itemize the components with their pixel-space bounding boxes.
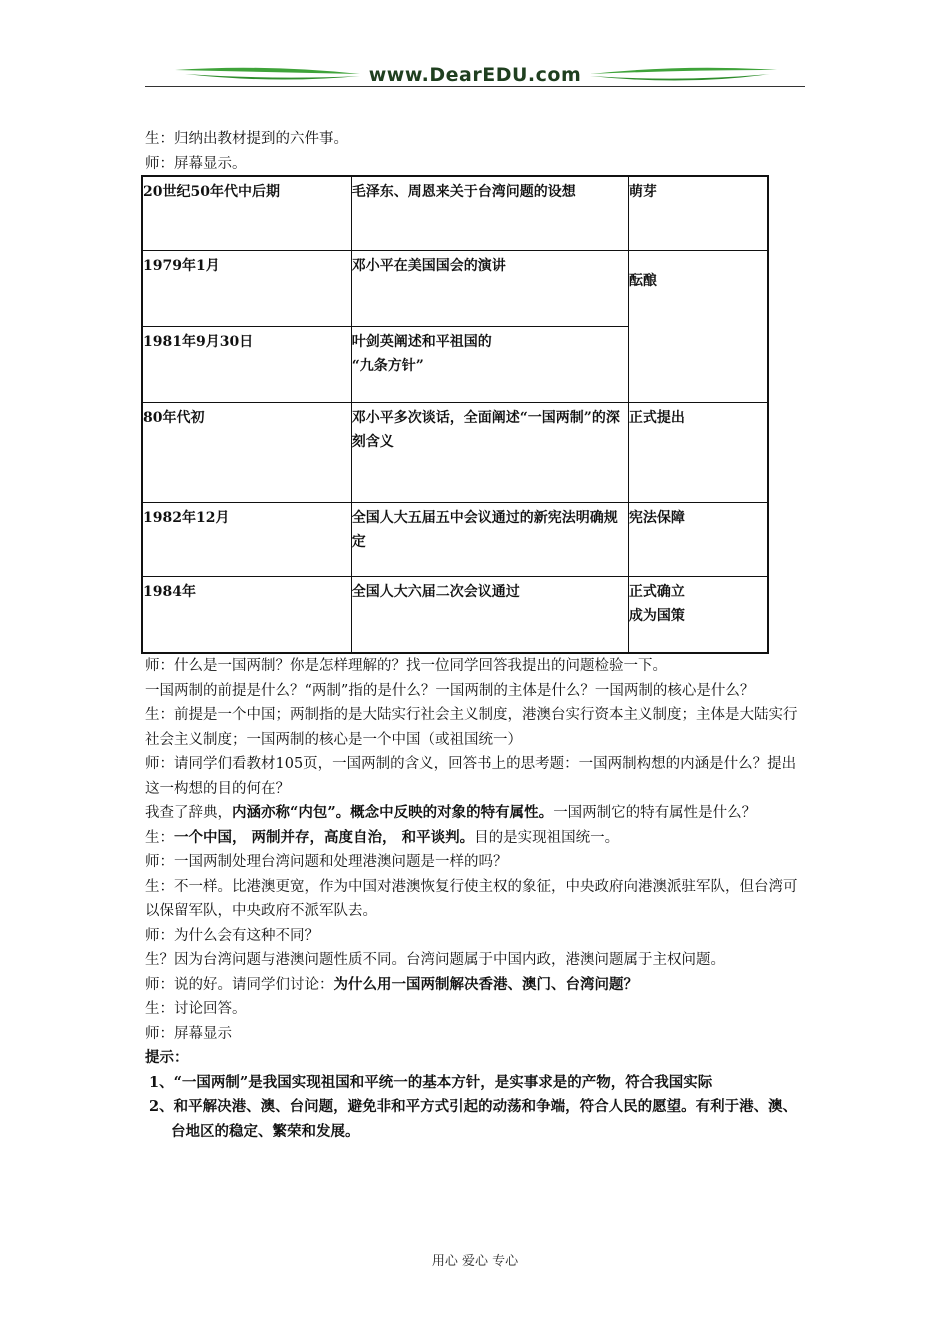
- hint-title: 提示：: [145, 1049, 189, 1066]
- dialogue-line: 生：前提是一个中国；两制指的是大陆实行社会主义制度，港澳台实行资本主义制度；主体是大陆实行社会主义制度；一国两制的核心是一个中国（或祖国统一）: [145, 707, 798, 748]
- time-cell: 1979年1月: [142, 250, 351, 326]
- stage-line: 成为国策: [628, 607, 685, 624]
- dialogue-line: 师：请同学们看教材105页，一国两制的含义，回答书上的思考题：一国两制构想的内涵是什么？提出这一构想的目的何在？: [145, 756, 797, 797]
- time-cell: 1984年: [142, 576, 351, 653]
- stage-cell: 萌芽: [628, 176, 768, 250]
- table-row: [142, 502, 768, 576]
- dialogue-line: [145, 801, 810, 826]
- event-line: “九条方针”: [351, 357, 424, 374]
- time-cell: 1981年9月30日: [142, 326, 351, 402]
- event-cell: 全国人大六届二次会议通过: [351, 576, 628, 653]
- event-cell: [351, 326, 628, 402]
- intro-line: 师：屏幕显示。: [145, 155, 247, 172]
- dialogue-line: 生：不一样。比港澳更宽，作为中国对港澳恢复行使主权的象征，中央政府向港澳派驻军队，但台湾可以保留军队，中央政府不派军队去。: [145, 878, 798, 919]
- intro-text: [145, 127, 810, 176]
- dialogue-line: 师：什么是一国两制？你是怎样理解的？找一位同学回答我提出的问题检验一下。: [145, 658, 667, 674]
- event-cell: 毛泽东、周恩来关于台湾问题的设想: [351, 176, 628, 250]
- stage-line: 正式确立: [628, 583, 685, 600]
- plain-text: 生：: [145, 829, 174, 846]
- dialogue-line: [145, 973, 810, 998]
- dialogue-line: 生？因为台湾问题与港澳问题性质不同。台湾问题属于中国内政，港澳问题属于主权问题。: [145, 952, 725, 968]
- plain-text: 我查了辞典，: [145, 805, 232, 821]
- plain-text: 目的是实现祖国统一。: [474, 829, 620, 846]
- dialogue-line: 师：为什么会有这种不同？: [145, 927, 319, 944]
- event-cell: 全国人大五届五中会议通过的新宪法明确规定: [351, 502, 628, 576]
- table-row: [142, 576, 768, 653]
- table-row: [142, 402, 768, 502]
- bold-definition: 内涵亦称“内包”。概念中反映的对象的特有属性。: [232, 804, 554, 821]
- dialogue-line: 师：屏幕显示: [145, 1025, 232, 1042]
- plain-text: 师：说的好。请同学们讨论：: [145, 976, 334, 993]
- dialogue-text: [145, 654, 810, 1144]
- page-header: [145, 60, 805, 90]
- dialogue-line: 师：一国两制处理台湾问题和处理港澳问题是一样的吗？: [145, 854, 508, 870]
- bold-answer: 一个中国， 两制并存，高度自治， 和平谈判。: [174, 828, 475, 846]
- stage-cell: 酝酿: [628, 250, 768, 402]
- stage-cell: [628, 576, 768, 653]
- site-logo: www.DearEDU.com: [368, 64, 582, 86]
- event-cell: 邓小平在美国国会的演讲: [351, 250, 628, 326]
- time-cell: 20世纪50年代中后期: [142, 176, 351, 250]
- time-cell: 1982年12月: [142, 502, 351, 576]
- dialogue-line: 生：讨论回答。: [145, 1001, 247, 1017]
- time-cell: 80年代初: [142, 402, 351, 502]
- events-table: [141, 175, 769, 654]
- page-footer: 用心 爱心 专心: [431, 1254, 519, 1269]
- table-row: [142, 250, 768, 326]
- stage-cell: 宪法保障: [628, 502, 768, 576]
- event-cell: 邓小平多次谈话，全面阐述“一国两制”的深刻含义: [351, 402, 628, 502]
- stage-cell: 正式提出: [628, 402, 768, 502]
- dialogue-line: 一国两制的前提是什么？“两制”指的是什么？一国两制的主体是什么？一国两制的核心是什么？: [145, 682, 755, 699]
- hint-item: 2、和平解决港、澳、台问题，避免非和平方式引起的动荡和争端，符合人民的愿望。有利于港、澳、台地区的稳定、繁荣和发展。: [149, 1098, 798, 1140]
- bold-question: 为什么用一国两制解决香港、澳门、台湾问题？: [333, 975, 638, 993]
- dialogue-line: [145, 826, 810, 851]
- header-rule: [145, 86, 805, 87]
- hint-item: 1、“一国两制”是我国实现祖国和平统一的基本方针，是实事求是的产物，符合我国实际: [149, 1073, 713, 1091]
- plain-text: 一国两制它的特有属性是什么？: [553, 805, 757, 821]
- event-line: 叶剑英阐述和平祖国的: [351, 333, 492, 350]
- table-row: [142, 176, 768, 250]
- intro-line: 生：归纳出教材提到的六件事。: [145, 131, 348, 147]
